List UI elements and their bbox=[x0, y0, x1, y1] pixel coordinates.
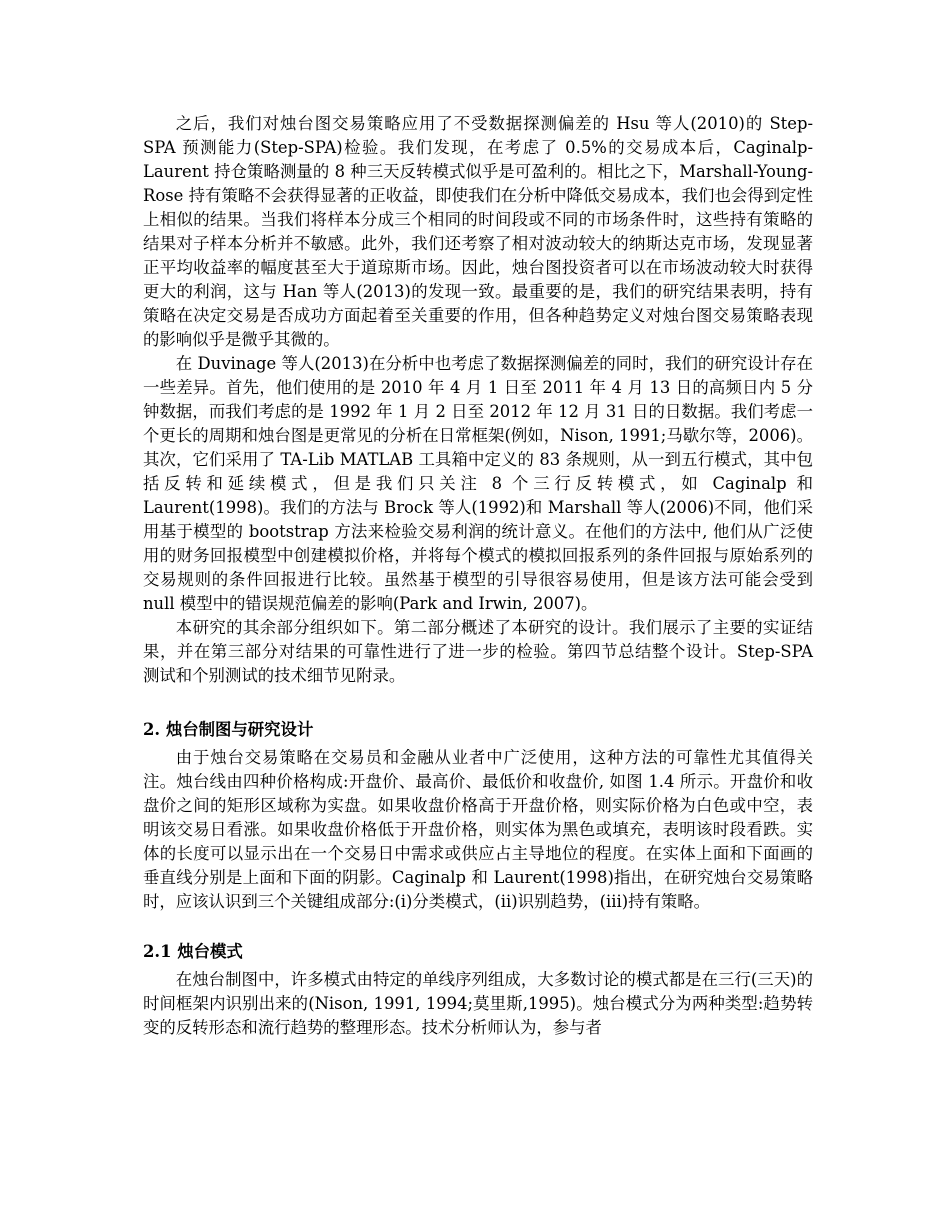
section-2-1-paragraph: 在烛台制图中，许多模式由特定的单线序列组成，大多数讨论的模式都是在三行(三天)的时间框架内识别出来的(Nison, 1991, 1994;莫里斯,1995)。烛台模式分为两种类型:趋势转变的反转形态和流行趋势的整理形态。技术分析师认为，参与者 bbox=[143, 970, 813, 1037]
document-page bbox=[143, 112, 813, 1040]
intro-paragraph-2: 在 Duvinage 等人(2013)在分析中也考虑了数据探测偏差的同时，我们的研究设计存在一些差异。首先，他们使用的是 2010 年 4 月 1 日至 2011 年 4 月 13 日的高频日内 5 分钟数据，而我们考虑的是 1992 年 1 月 2 日至 2012 年 12 月 31 日的日数据。我们考虑一个更长的周期和烛台图是更常见的分析在日常框架(例如，Nison, 1991;马歇尔等，2006)。其次，它们采用了 TA-Lib MATLAB 工具箱中定义的 83 条规则，从一到五行模式，其中包括反转和延续模式，但是我们只关注 8 个三行反转模式，如 Caginalp 和 Laurent(1998)。我们的方法与 Brock 等人(1992)和 Marshall 等人(2006)不同，他们采用基于模型的 bootstrap 方法来检验交易利润的统计意义。在他们的方法中, 他们从广泛使用的财务回报模型中创建模拟价格，并将每个模式的模拟回报系列的条件回报与原始系列的交易规则的条件回报进行比较。虽然基于模型的引导很容易使用，但是该方法可能会受到 null 模型中的错误规范偏差的影响(Park and Irwin, 2007)。 bbox=[143, 354, 813, 613]
intro-paragraph-1: 之后，我们对烛台图交易策略应用了不受数据探测偏差的 Hsu 等人(2010)的 Step-SPA 预测能力(Step-SPA)检验。我们发现，在考虑了 0.5%的交易成本后，Caginalp-Laurent 持仓策略测量的 8 种三天反转模式似乎是可盈利的。相比之下，Marshall-Young-Rose 持有策略不会获得显著的正收益，即使我们在分析中降低交易成本，我们也会得到定性上相似的结果。当我们将样本分成三个相同的时间段或不同的市场条件时，这些持有策略的结果对子样本分析并不敏感。此外，我们还考察了相对波动较大的纳斯达克市场，发现显著正平均收益率的幅度甚至大于道琼斯市场。因此，烛台图投资者可以在市场波动较大时获得更大的利润，这与 Han 等人(2013)的发现一致。最重要的是，我们的研究结果表明，持有策略在决定交易是否成功方面起着至关重要的作用，但各种趋势定义对烛台图交易策略表现的影响似乎是微乎其微的。 bbox=[143, 114, 813, 349]
section-2-heading: 2. 烛台制图与研究设计 bbox=[143, 720, 314, 739]
section-2-paragraph: 由于烛台交易策略在交易员和金融从业者中广泛使用，这种方法的可靠性尤其值得关注。烛台线由四种价格构成:开盘价、最高价、最低价和收盘价, 如图 1.4 所示。开盘价和收盘价之间的矩形区域称为实盘。如果收盘价格高于开盘价格，则实际价格为白色或中空，表明该交易日看涨。如果收盘价格低于开盘价格，则实体为黑色或填充，表明该时段看跌。实体的长度可以显示出在一个交易日中需求或供应占主导地位的程度。在实体上面和下面画的垂直线分别是上面和下面的阴影。Caginalp 和 Laurent(1998)指出，在研究烛台交易策略时，应该认识到三个关键组成部分:(i)分类模式，(ii)识别趋势，(iii)持有策略。 bbox=[143, 748, 813, 911]
section-2-1-heading: 2.1 烛台模式 bbox=[143, 942, 243, 961]
intro-paragraph-3: 本研究的其余部分组织如下。第二部分概述了本研究的设计。我们展示了主要的实证结果，并在第三部分对结果的可靠性进行了进一步的检验。第四节总结整个设计。Step-SPA 测试和个别测试的技术细节见附录。 bbox=[143, 618, 813, 685]
